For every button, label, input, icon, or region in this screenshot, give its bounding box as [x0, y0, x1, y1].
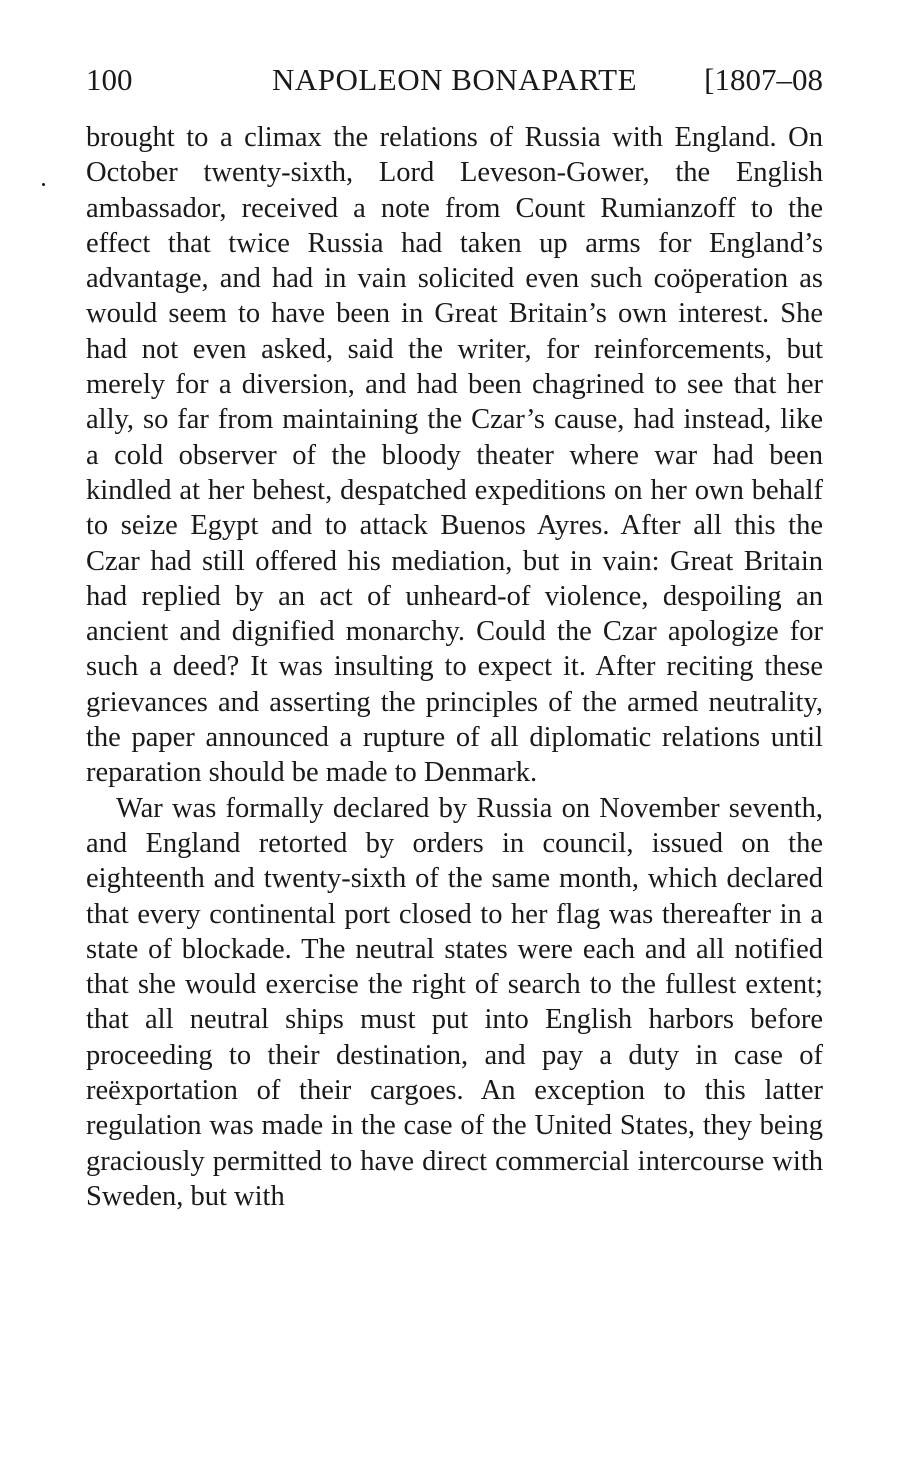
book-page [86, 60, 823, 1214]
body-text [86, 120, 823, 1214]
margin-mark [42, 183, 45, 186]
paragraph-war-declared: War was formally declared by Russia on November seventh, and England retorted by orders in council, issued on the eighteenth and twenty-sixth of the same month, which declared that every continental port closed to her flag was thereafter in a state of blockade. The neutral states were each and all notified that she would exercise the right of search to the fullest extent; that all neutral ships must put into English harbors before proceeding to their destination, and pay a duty in case of reëxportation of their cargoes. An exception to this latter regulation was made in the case of the United States, they being graciously permitted to have direct commercial intercourse with Sweden, but with [86, 792, 823, 1212]
running-head [86, 60, 823, 100]
book-title: NAPOLEON BONAPARTE [271, 62, 638, 97]
paragraph-continued: brought to a climax the relations of Russia with England. On October twenty-sixth, Lord Leveson-Gower, the English ambassador, received a note from Count Rumianzoff to the effect that twice Russia had taken up arms for England’s advantage, and had in vain solicited even such coöperation as would seem to have been in Great Britain’s own interest. She had not even asked, said the writer, for reinforcements, but merely for a diversion, and had been chagrined to see that her ally, so far from maintaining the Czar’s cause, had instead, like a cold observer of the bloody theater where war had been kindled at her behest, despatched expeditions on her own behalf to seize Egypt and to attack Buenos Ayres. After all this the Czar had still offered his mediation, but in vain: Great Britain had replied by an act of unheard-of violence, despoiling an ancient and dignified monarchy. Could the Czar apologize for such a deed? It was insulting to expect it. After reciting these grievances and asserting the principles of the armed neutrality, the paper announced a rupture of all diplomatic relations until reparation should be made to Denmark. [86, 122, 823, 789]
page-number: 100 [86, 62, 133, 97]
date-range: [1807–08 [704, 62, 823, 97]
